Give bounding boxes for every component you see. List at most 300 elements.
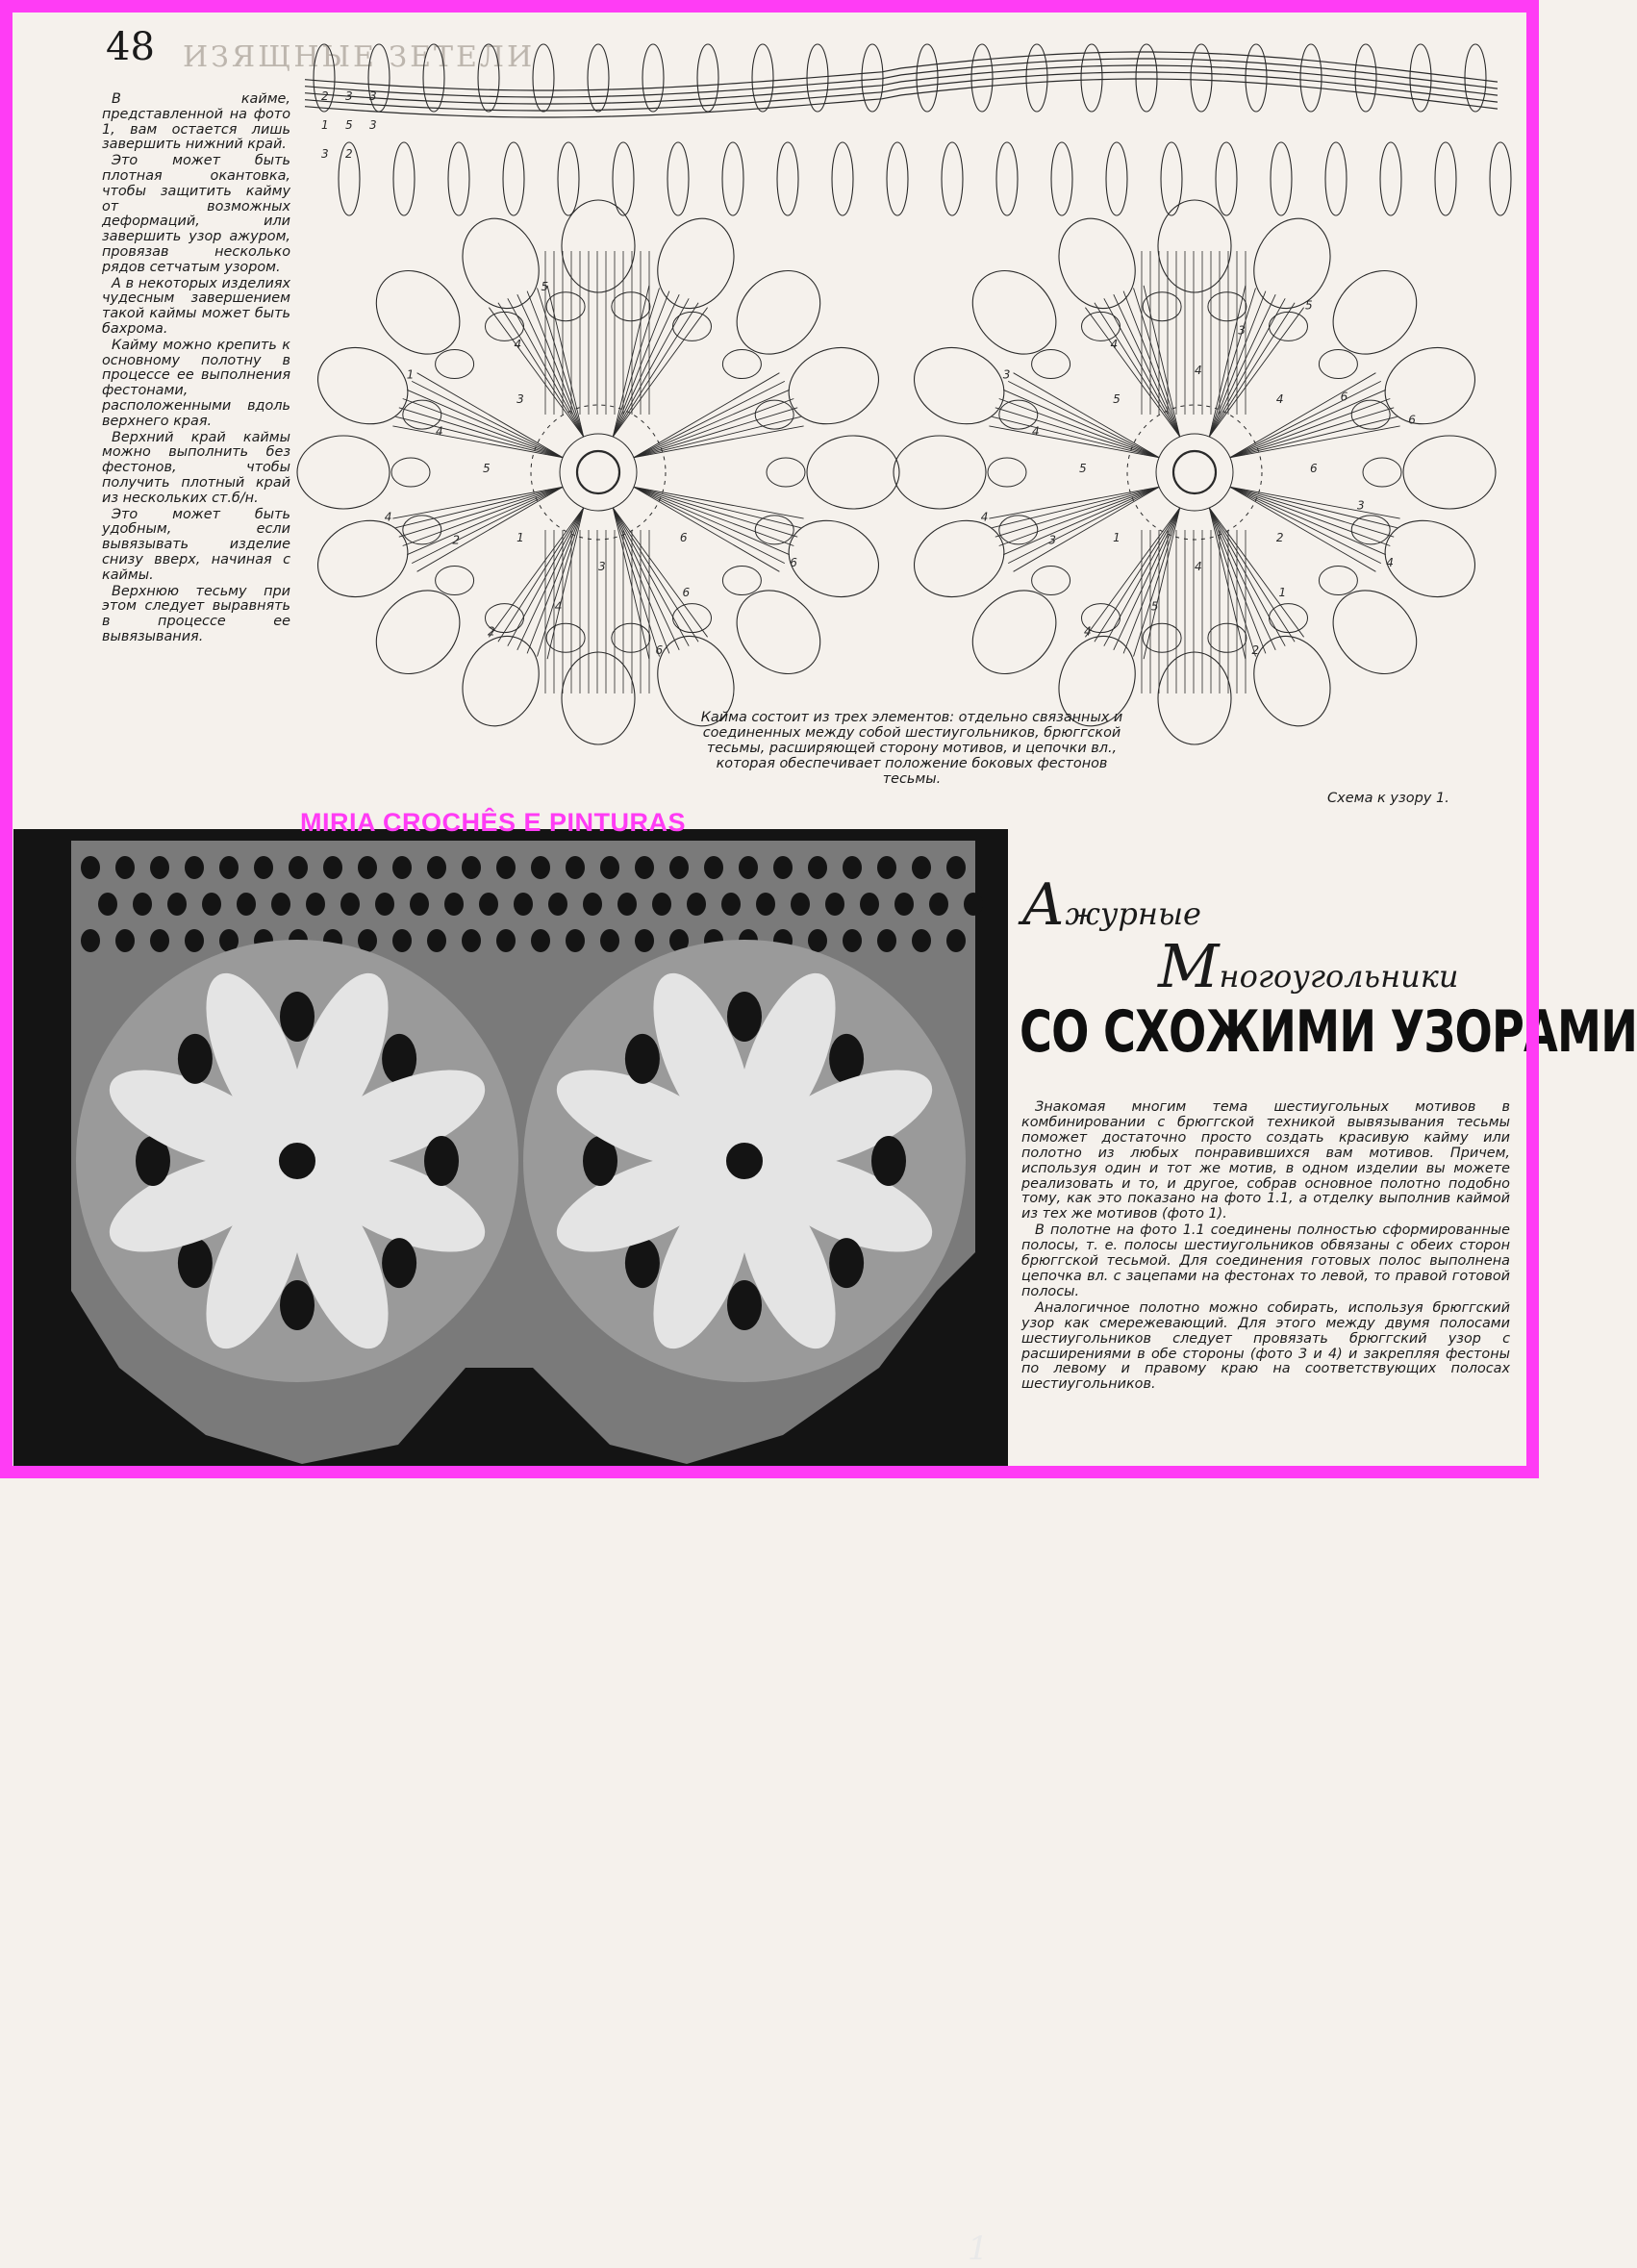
lace-hole (427, 929, 446, 952)
lace-hole (462, 929, 481, 952)
lace-hole (382, 1238, 416, 1288)
lace-hole (531, 929, 550, 952)
motif-spoke (1095, 508, 1180, 642)
braid-loop (1216, 142, 1237, 215)
lace-hole (829, 1238, 864, 1288)
motif-spoke (1008, 487, 1159, 563)
diagram-number: 2 (488, 624, 495, 639)
lace-hole (791, 893, 810, 916)
motif-spoke (547, 508, 584, 659)
motif-spoke (613, 289, 659, 438)
motif-spoke (613, 291, 669, 437)
diagram-number: 1 (321, 118, 329, 132)
motif-spoke (527, 291, 584, 437)
lace-hole (912, 856, 931, 879)
braid-loop (478, 44, 499, 112)
motif-spoke (403, 399, 563, 458)
motif-spoke (1209, 508, 1246, 659)
braid-loop (1435, 142, 1456, 215)
motif-spoke (1230, 408, 1394, 458)
diagram-number: 2 (1251, 643, 1260, 657)
motif-spoke (613, 286, 649, 437)
lace-hole (739, 856, 758, 879)
motif-center-ring (1156, 434, 1233, 511)
diagram-number: 4 (1032, 424, 1040, 439)
motif-spoke (1008, 381, 1159, 457)
diagram-number: 3 (321, 147, 329, 161)
lace-hole (894, 893, 914, 916)
motif-spoke (1230, 390, 1386, 457)
motif-spoke (634, 487, 779, 571)
motif-petal (1241, 624, 1344, 738)
braid-line (305, 52, 1498, 90)
lace-hole (167, 893, 187, 916)
motif-scallop (1319, 350, 1357, 379)
lace-hole (81, 929, 100, 952)
left-paragraph: Верхнюю тесьму при этом следует выравнять в процессе ее вывязывания. (102, 583, 290, 644)
motif-spoke (412, 487, 563, 563)
lace-hole (843, 929, 862, 952)
diagram-number: 4 (1275, 391, 1284, 406)
right-paragraph: В полотне на фото 1.1 соединены полностью сформированные полосы, т. е. полосы шестиугольников обвязаны с обеих сторон брюггской тесьмой. Для соединения готовых полос выполнена цепочка вл. с зацепами на фестонах то левой, то правой готовой полосы. (1021, 1222, 1510, 1299)
lace-hole (496, 929, 516, 952)
motif-spoke (992, 487, 1159, 527)
diagram-number: 6 (1340, 390, 1348, 404)
lace-hole (358, 929, 377, 952)
motif-petal (1045, 207, 1148, 320)
motif-spoke (1209, 303, 1295, 437)
lace-hole (871, 1136, 906, 1186)
photo-number (968, 2230, 989, 2268)
motif-spoke (498, 508, 584, 642)
motif-petal (902, 335, 1016, 438)
motif-spoke (538, 508, 584, 657)
lace-hole (306, 893, 325, 916)
motif-spoke (538, 289, 584, 438)
braid-loop (393, 142, 415, 215)
lace-hole (514, 893, 533, 916)
motif-spoke (417, 487, 563, 571)
motif-spoke (527, 508, 584, 653)
motif-spoke (1230, 399, 1390, 458)
lace-hole (444, 893, 464, 916)
motif-spoke (995, 408, 1159, 458)
motif-center-ring (1127, 405, 1262, 540)
diagram-number: 4 (514, 338, 522, 352)
motif-scallop (1032, 350, 1070, 379)
motif-spoke (1209, 508, 1285, 646)
lace-hole (280, 992, 315, 1042)
diagram-number: 3 (1357, 498, 1365, 513)
lace-photo-image (13, 829, 1008, 1466)
motif-spoke (613, 298, 689, 437)
lace-hole (115, 856, 135, 879)
motif-spoke (1230, 487, 1375, 571)
motif-spoke (613, 308, 707, 437)
motif-spoke (999, 399, 1159, 458)
diagram-number: 3 (369, 89, 377, 103)
motif-spoke (399, 408, 563, 458)
motif-spoke (1230, 487, 1390, 545)
braid-loop (503, 142, 524, 215)
motif-petal (720, 254, 838, 371)
motif-spoke (1014, 487, 1159, 571)
motif-petal (1403, 436, 1496, 509)
braid-loop (971, 44, 993, 112)
motif-petal (777, 335, 891, 438)
lace-hole (635, 856, 654, 879)
lace-hole (548, 893, 567, 916)
lace-hole (756, 893, 775, 916)
motif-scallop (722, 350, 761, 379)
motif-spoke (634, 426, 804, 458)
lace-hole (912, 929, 931, 952)
lace-hole (219, 856, 239, 879)
motif-spoke (1209, 289, 1255, 438)
title-word-ajurnye: журные (1065, 895, 1201, 932)
braid-loop (777, 142, 798, 215)
motif-spoke (1230, 487, 1386, 554)
lace-hole (773, 856, 793, 879)
motif-petal (807, 436, 899, 509)
diagram-number: 3 (1238, 323, 1246, 338)
motif-spoke (995, 487, 1159, 537)
lace-hole (929, 893, 948, 916)
lace-hole (178, 1034, 213, 1084)
motif-spoke (1123, 508, 1180, 653)
motif-spoke (395, 487, 563, 527)
motif-spoke (403, 487, 563, 545)
motif-spoke (613, 508, 659, 657)
motif-petal (306, 335, 419, 438)
diagram-number: 5 (541, 280, 549, 294)
title-drop-cap-a: А (1021, 871, 1066, 939)
braid-loop (862, 44, 883, 112)
motif-spoke (489, 308, 583, 437)
motif-spoke (634, 373, 779, 458)
lace-hole (669, 856, 689, 879)
diagram-number: 4 (554, 599, 563, 614)
motif-petal (297, 436, 390, 509)
left-article-column (102, 92, 290, 646)
lace-hole (280, 1280, 315, 1330)
motif-spoke (1003, 487, 1159, 554)
motif-spoke (1230, 416, 1398, 457)
motif-spoke (498, 303, 584, 437)
motif-spoke (634, 487, 801, 527)
lace-hole (237, 893, 256, 916)
braid-loop (558, 142, 579, 215)
motif-petal (956, 573, 1073, 691)
braid-line (305, 65, 1498, 104)
lace-photo (13, 829, 1008, 2268)
lace-hole (727, 992, 762, 1042)
motif-spoke (1230, 487, 1394, 537)
lace-hole (566, 929, 585, 952)
braid-loop (1490, 142, 1511, 215)
motif-spoke (1209, 291, 1266, 437)
diagram-number: 4 (1195, 560, 1202, 573)
motif-spoke (412, 381, 563, 457)
lace-hole (427, 856, 446, 879)
diagram-number: 4 (1195, 364, 1202, 377)
lace-hole (877, 856, 896, 879)
braid-loop (1026, 44, 1047, 112)
lace-hole (289, 856, 308, 879)
motif-spoke (613, 508, 649, 659)
motif-spoke (399, 487, 563, 537)
motif-center-ring (577, 451, 619, 493)
motif-center-ring (1173, 451, 1216, 493)
motif-petal (1317, 254, 1434, 371)
motif-petal (1241, 207, 1344, 320)
diagram-number: 4 (384, 510, 392, 524)
motif-spoke (613, 303, 698, 437)
bleed-through-header: ИЗЯЩНЫЕ ЗЕТЕЛИ (183, 40, 536, 74)
diagram-number: 5 (1079, 462, 1087, 475)
lace-hole (600, 929, 619, 952)
motif-scallop (767, 458, 805, 487)
motif-petal (449, 624, 552, 738)
motif-petal (562, 200, 635, 292)
lace-hole (721, 893, 741, 916)
motif-spoke (407, 390, 563, 457)
motif-petal (894, 436, 986, 509)
motif-spoke (1134, 289, 1180, 438)
motif-scallop (1319, 567, 1357, 595)
diagram-number: 1 (1113, 531, 1121, 545)
scheme-label: Схема к узору 1. (1327, 791, 1449, 806)
motif-spoke (989, 487, 1159, 518)
motif-spoke (1134, 508, 1180, 657)
diagram-number: 5 (1305, 298, 1313, 313)
motif-spoke (1144, 286, 1180, 437)
lace-hole (625, 1034, 660, 1084)
lace-hole (340, 893, 360, 916)
braid-loop (1246, 44, 1267, 112)
lace-hole (375, 893, 394, 916)
diagram-number: 4 (980, 510, 989, 524)
lace-hole (150, 929, 169, 952)
motif-spoke (613, 508, 689, 646)
motif-spoke (1230, 487, 1400, 518)
lace-hole (133, 893, 152, 916)
chart-caption: Кайма состоит из трех элементов: отдельно связанных и соединенных между собой шестиугольников, брюггской тесьмы, расширяющей сторону мотивов, и цепочки вл., которая обеспечивает положение боковых фестонов тесьмы. (700, 710, 1123, 787)
motif-spoke (1014, 373, 1159, 458)
page-number: 48 (106, 25, 155, 69)
motif-spoke (613, 508, 707, 637)
lace-hole (877, 929, 896, 952)
lace-hole (531, 856, 550, 879)
lace-hole (81, 856, 100, 879)
motif-spoke (634, 487, 790, 554)
motif-spoke (1144, 508, 1180, 659)
motif-spoke (634, 487, 793, 545)
diagram-number: 1 (1278, 585, 1287, 599)
braid-loop (1106, 142, 1127, 215)
diagram-number: 6 (655, 643, 664, 657)
braid-loop (533, 44, 554, 112)
diagram-number: 6 (790, 555, 797, 569)
motif-spoke (1085, 508, 1179, 637)
diagram-number: 3 (345, 89, 353, 103)
diagram-number: 2 (321, 89, 329, 103)
braid-loop (1380, 142, 1401, 215)
title-line-3: СО СХОЖИМИ УЗОРАМИ (1020, 998, 1637, 1066)
motif-spoke (1209, 508, 1303, 637)
braid-line (305, 79, 1498, 117)
lace-hole (98, 893, 117, 916)
left-paragraph: Это может быть плотная окантовка, чтобы защитить кайму от возможных деформаций, или завершить узор ажуром, провязав несколько рядов сетчатым узором. (102, 153, 290, 275)
braid-loop (1300, 44, 1322, 112)
diagram-number: 5 (1113, 391, 1121, 406)
braid-loop (613, 142, 634, 215)
lace-hole (185, 856, 204, 879)
lace-hole (808, 929, 827, 952)
lace-hole (323, 856, 342, 879)
diagram-number: 5 (1150, 599, 1159, 614)
lace-hole (410, 893, 429, 916)
motif-scallop (1363, 458, 1401, 487)
lace-hole (185, 929, 204, 952)
braid-loop (1271, 142, 1292, 215)
motif-petal (562, 652, 635, 744)
motif-spoke (1230, 381, 1381, 457)
motif-petal (360, 254, 477, 371)
braid-loop (832, 142, 853, 215)
motif-petal (360, 573, 477, 691)
motif-spoke (1123, 291, 1180, 437)
diagram-number: 5 (345, 118, 353, 132)
diagram-number: 2 (452, 533, 461, 547)
braid-loop (1136, 44, 1157, 112)
motif-spoke (547, 286, 584, 437)
motif-scallop (1032, 567, 1070, 595)
motif-spoke (613, 508, 669, 653)
motif-spoke (1230, 487, 1398, 527)
lace-hole (271, 893, 290, 916)
diagram-number: 1 (516, 531, 524, 545)
motif-scallop (436, 350, 474, 379)
motif-spoke (634, 416, 801, 457)
braid-loop (448, 142, 469, 215)
lace-hole (808, 856, 827, 879)
braid-loop (996, 142, 1018, 215)
motif-spoke (1209, 298, 1285, 437)
motif-spoke (1095, 303, 1180, 437)
right-paragraph: Знакомая многим тема шестиугольных мотивов в комбинировании с брюггской техникой вывязывания тесьмы поможет достаточно просто создать красивую кайму или полотно из любых понравившихся вам мотивов. Причем, используя один и тот же мотив, в одном изделии вы можете реализовать и то, и другое, собрав основное полотно подобно тому, как это показано на фото 1.1, а отделку выполнив каймой из тех же мотивов (фото 1). (1021, 1099, 1510, 1222)
motif-petal (306, 507, 419, 610)
left-paragraph: Кайму можно крепить к основному полотну в процессе ее выполнения фестонами, расположенными вдоль верхнего края. (102, 337, 290, 429)
lace-hole (687, 893, 706, 916)
motif-petal (644, 207, 747, 320)
motif-spoke (1230, 426, 1400, 458)
motif-petal (1158, 652, 1231, 744)
lace-hole (600, 856, 619, 879)
motif-spoke (999, 487, 1159, 545)
lace-hole (860, 893, 879, 916)
motif-scallop (436, 567, 474, 595)
diagram-number: 4 (436, 424, 443, 439)
braid-line (305, 59, 1498, 97)
braid-loop (1051, 142, 1072, 215)
title-line-2 (1158, 931, 1458, 1001)
lace-hole (392, 929, 412, 952)
watermark: MIRIA CROCHÊS E PINTURAS (300, 808, 687, 837)
left-paragraph: Верхний край каймы можно выполнить без фестонов, чтобы получить плотный край из нескольких ст.б/н. (102, 429, 290, 506)
motif-spoke (989, 426, 1159, 458)
braid-loop (667, 142, 689, 215)
lace-hole (583, 893, 602, 916)
motif-petal (1317, 573, 1434, 691)
diagram-number: 2 (1275, 531, 1284, 545)
motif-spoke (634, 399, 793, 458)
left-paragraph: Это может быть удобным, если вывязывать изделие снизу вверх, начиная с каймы. (102, 506, 290, 583)
lace-hole (254, 856, 273, 879)
motif-petal (1158, 200, 1231, 292)
title-line-1 (1021, 871, 1201, 939)
right-article-column (1021, 1100, 1510, 1394)
lace-hole (358, 856, 377, 879)
lace-hole (964, 893, 983, 916)
motif-spoke (1209, 508, 1295, 642)
title-word-mnogougolniki: ногоугольники (1219, 958, 1459, 995)
motif-spoke (634, 381, 785, 457)
motif-spoke (1230, 373, 1375, 458)
motif-scallop (391, 458, 430, 487)
motif-petal (956, 254, 1073, 371)
diagram-number: 6 (1408, 413, 1416, 427)
lace-hole (946, 856, 966, 879)
braid-loop (887, 142, 908, 215)
motif-petal (720, 573, 838, 691)
lace-hole (704, 856, 723, 879)
braid-loop (1081, 44, 1102, 112)
motif-scallop (722, 567, 761, 595)
diagram-number: 6 (1310, 462, 1318, 475)
motif-spoke (417, 373, 563, 458)
lace-hole (115, 929, 135, 952)
lace-hole (843, 856, 862, 879)
braid-loop (588, 44, 609, 112)
braid-loop (942, 142, 963, 215)
lace-hole (617, 893, 637, 916)
motif-spoke (1085, 308, 1179, 437)
diagram-number: 3 (598, 560, 606, 573)
motif-spoke (392, 487, 563, 518)
motif-spoke (489, 508, 583, 637)
motif-spoke (1209, 508, 1255, 657)
diagram-number: 3 (369, 118, 377, 132)
motif-center-ring (531, 405, 666, 540)
diagram-number: 4 (1110, 338, 1119, 352)
motif-spoke (634, 408, 797, 458)
braid-loop (1325, 142, 1347, 215)
motif-spoke (634, 487, 804, 518)
right-paragraph: Аналогичное полотно можно собирать, используя брюггский узор как смережевающий. Для этого между двумя полосами шестиугольников следует провязать брюггский узор с расширениями в обе стороны (фото 3 и 4) и закрепляя фестоны по левому и правому краю на соответствующих полосах шестиугольников. (1021, 1299, 1510, 1393)
diagram-number: 6 (682, 585, 691, 599)
motif-scallop (988, 458, 1026, 487)
motif-spoke (1209, 308, 1303, 437)
left-paragraph: А в некоторых изделиях чудесным завершением такой каймы может быть бахрома. (102, 275, 290, 337)
motif-spoke (1003, 390, 1159, 457)
motif-petal (449, 207, 552, 320)
motif-spoke (634, 487, 797, 537)
diagram-number: 6 (679, 531, 688, 545)
motif-center-ring (560, 434, 637, 511)
motif-petal (902, 507, 1016, 610)
motif-spoke (1209, 508, 1266, 653)
